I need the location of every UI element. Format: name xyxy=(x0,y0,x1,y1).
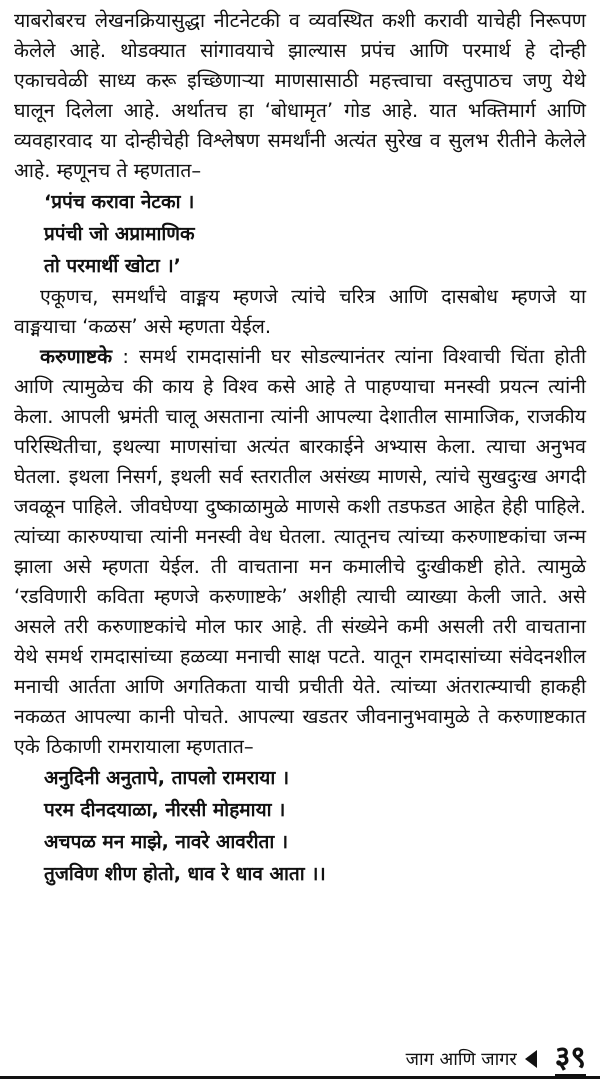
verse-line: अचपळ मन माझे, नावरे आवरीता । xyxy=(44,831,289,853)
paragraph-dasbodh: एकूणच, समर्थांचे वाङ्मय म्हणजे त्यांचे चरित्र आणि दासबोध म्हणजे या वाङ्मयाचा ‘कळस’ असे म्हणता येईल. xyxy=(14,285,586,338)
verse-karunashtak xyxy=(44,762,586,890)
triangle-left-icon xyxy=(525,1050,537,1068)
verse-line: तो परमार्थी खोटा ।’ xyxy=(44,255,181,277)
paragraph-karunashtake-text: : समर्थ रामदासांनी घर सोडल्यानंतर त्यांना विश्वाची चिंता होती आणि त्यामुळेच की काय हे विश्व कसे आहे ते पाहण्याचा मनस्वी प्रयत्न त्यांनी केला. आपली भ्रमंती चालू असताना त्यांनी आपल्या देशातील सामाजिक, राजकीय परिस्थितीचा, इथल्या माणसांचा अत्यंत बारकाईने अभ्यास केला. त्याचा अनुभव घेतला. इथला निसर्ग, इथली सर्व स्तरातील असंख्य माणसे, त्यांचे सुखदुःख अगदी जवळून पाहिले. जीवघेण्या दुष्काळामुळे माणसे कशी तडफडत आहेत हेही पाहिले. त्यांच्या कारुण्याचा त्यांनी मनस्वी वेध घेतला. त्यातूनच त्यांच्या करुणाष्टकांचा जन्म झाला असे म्हणता येईल. ती वाचताना मन कमालीचे दुःखीकष्टी होते. त्यामुळे ‘रडविणारी कविता म्हणजे करुणाष्टके’ अशीही त्याची व्याख्या केली जाते. असे असले तरी करुणाष्टकांचे मोल फार आहे. ती संख्येने कमी असली तरी वाचताना येथे समर्थ रामदासांच्या हळव्या मनाची साक्ष पटते. यातून रामदासांच्या संवेदनशील मनाची आर्तता आणि अगतिकता याची प्रचीती येते. त्यांच्या अंतरात्म्याची हाकही नकळत आपल्या कानी पोचते. आपल्या खडतर जीवनानुभवामुळे ते करुणाष्टकात एके ठिकाणी रामरायाला म्हणतात– xyxy=(14,345,586,758)
verse-prapanch xyxy=(44,186,586,282)
verse-line: अनुदिनी अनुतापे, तापलो रामराया । xyxy=(44,767,290,789)
verse-line: प्रपंची जो अप्रामाणिक xyxy=(44,223,195,245)
verse-line: तुजविण शीण होतो, धाव रे धाव आता ।। xyxy=(44,863,326,885)
paragraph-intro: याबरोबरच लेखनक्रियासुद्धा नीटनेटकी व व्यवस्थित कशी करावी याचेही निरूपण केलेले आहे. थोडक्यात सांगावयाचे झाल्यास प्रपंच आणि परमार्थ हे दोन्ही एकाचवेळी साध्य करू इच्छिणाऱ्या माणसासाठी महत्त्वाचा वस्तुपाठच जणु येथे घालून दिलेला आहे. अर्थातच हा ‘बोधामृत’ गोड आहे. यात भक्तिमार्ग आणि व्यवहारवाद या दोन्हीचेही विश्लेषण समर्थांनी अत्यंत सुरेख व सुलभ रीतीने केलेले आहे. म्हणूनच ते म्हणतात– xyxy=(14,9,586,182)
page-footer xyxy=(0,1039,600,1079)
verse-line: ‘प्रपंच करावा नेटका । xyxy=(44,191,195,213)
verse-line: परम दीनदयाळा, नीरसी मोहमाया । xyxy=(44,799,286,821)
page-number: ३९ xyxy=(554,1039,586,1075)
section-lead-karunashtake: करुणाष्टके xyxy=(40,345,113,368)
footer-rule xyxy=(0,1076,600,1079)
book-title: जाग आणि जागर xyxy=(405,1049,517,1070)
paragraph-karunashtake xyxy=(14,342,586,762)
